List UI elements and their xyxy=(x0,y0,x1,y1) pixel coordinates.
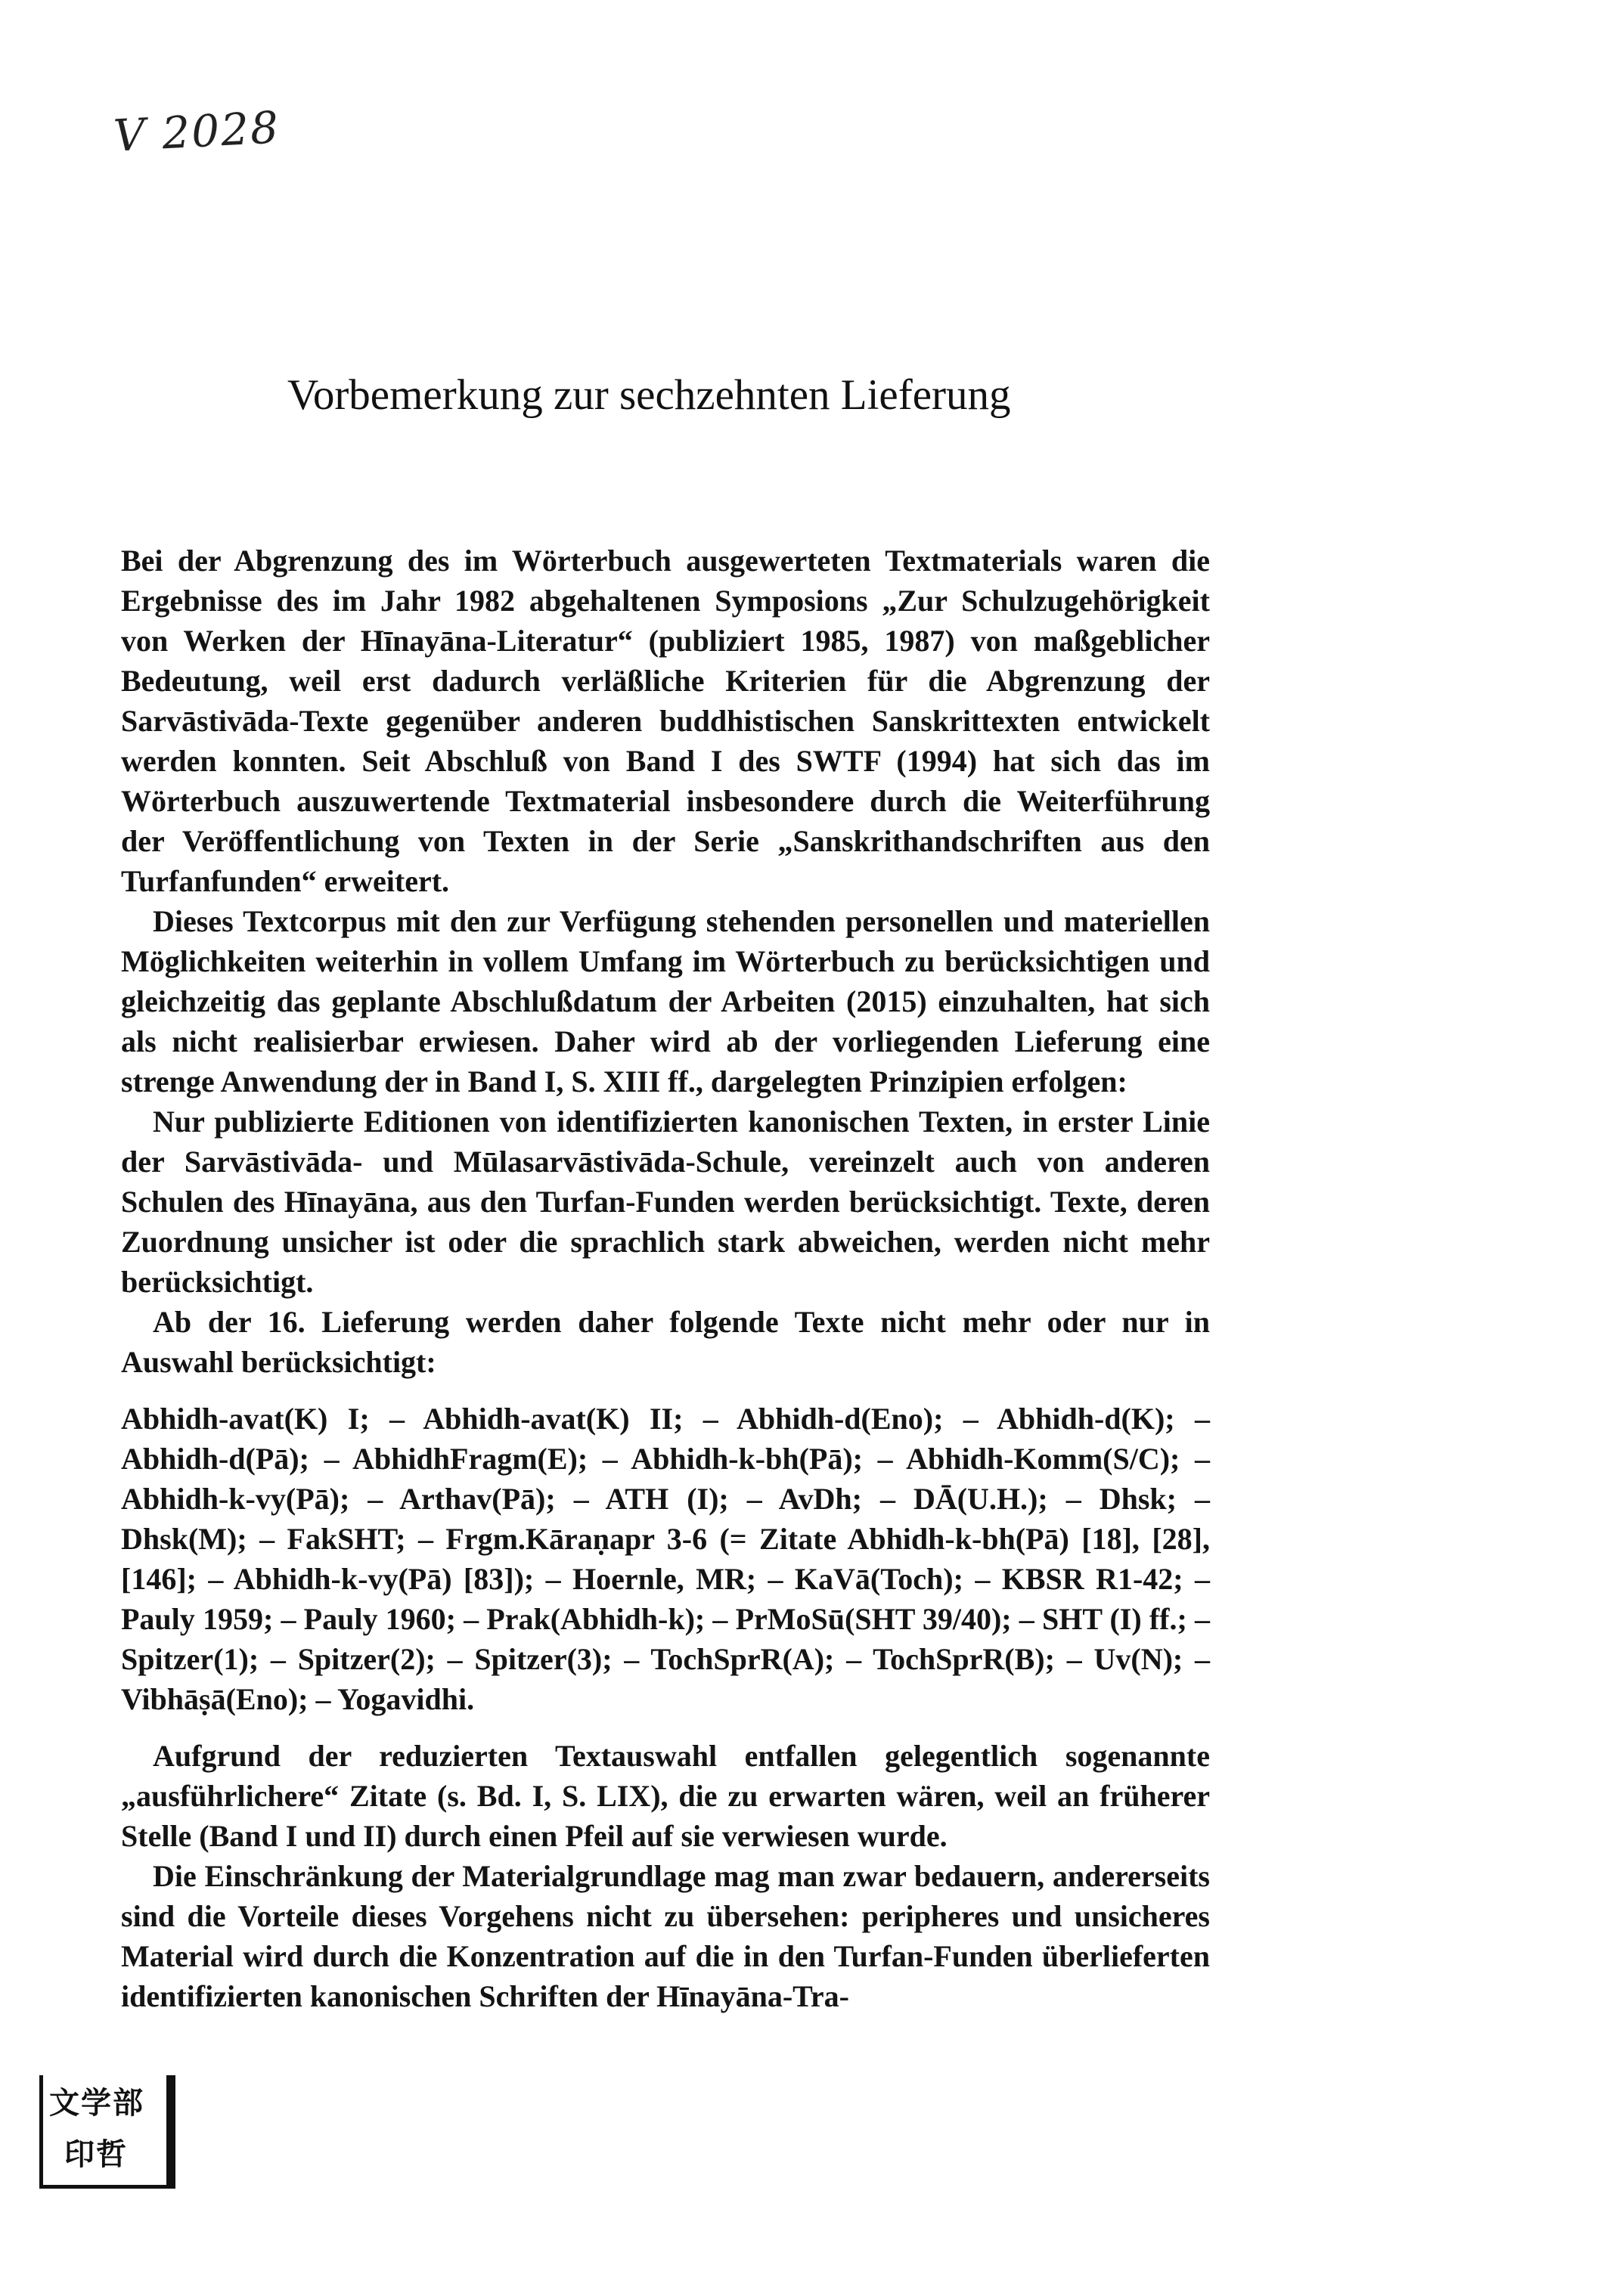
paragraph-principles: Nur publizierte Editionen von identifizierten kanonischen Texten, in erster Linie der Sarvāstivāda- und Mūlasarvāstivāda-Schule, vereinzelt auch von anderen Schulen des Hīnayāna, aus den Turfan-Funden werden berücksichtigt. Texte, deren Zuordnung unsicher ist oder die sprachlich stark abweichen, werden nicht mehr berücksichtigt. xyxy=(121,1105,1210,1299)
library-stamp xyxy=(39,2075,175,2189)
stamp-line-1: 文学部 xyxy=(49,2085,144,2121)
stamp-border-bar xyxy=(166,2075,175,2185)
paragraph-einschraenkung: Die Einschränkung der Materialgrundlage mag man zwar bedauern, andererseits sind die Vorteile dieses Vorgehens nicht zu übersehen: peripheres und unsicheres Material wird durch die Konzentration auf die in den Turfan-Funden überlieferten identifizierten kanonischen Schriften der Hīnayāna-Tra- xyxy=(121,1859,1210,2013)
paragraph-lieferung-16: Ab der 16. Lieferung werden daher folgende Texte nicht mehr oder nur in Auswahl berücksichtigt: xyxy=(121,1305,1210,1379)
page-title: Vorbemerkung zur sechzehnten Lieferung xyxy=(287,371,1011,419)
handwritten-shelf-mark: V 2028 xyxy=(112,101,281,162)
paragraph-intro: Bei der Abgrenzung des im Wörterbuch ausgewerteten Textmaterials waren die Ergebnisse des im Jahr 1982 abgehaltenen Symposions „Zur Schulzugehörigkeit von Werken der Hīnayāna-Literatur“ (publiziert 1985, 1987) von maßgeblicher Bedeutung, weil erst dadurch verläßliche Kriterien für die Abgrenzung der Sarvāstivāda-Texte gegenüber anderen buddhistischen Sanskrittexten entwickelt werden konnten. Seit Abschluß von Band I des SWTF (1994) hat sich das im Wörterbuch auszuwertende Textmaterial insbesondere durch die Weiterführung der Veröffentlichung von Texten in der Serie „Sanskrithandschriften aus den Turfanfunden“ erweitert. xyxy=(121,544,1210,898)
stamp-line-2: 印哲 xyxy=(64,2136,128,2172)
body-text xyxy=(121,541,1210,2016)
paragraph-zitate: Aufgrund der reduzierten Textauswahl entfallen gelegentlich sogenannte „ausführlichere“ Zitate (s. Bd. I, S. LIX), die zu erwarten wären, weil an früherer Stelle (Band I und II) durch einen Pfeil auf sie verwiesen wurde. xyxy=(121,1739,1210,1853)
paragraph-textcorpus: Dieses Textcorpus mit den zur Verfügung stehenden personellen und materiellen Möglichkeiten weiterhin in vollem Umfang im Wörterbuch zu berücksichtigen und gleichzeitig das geplante Abschlußdatum der Arbeiten (2015) einzuhalten, hat sich als nicht realisierbar erwiesen. Daher wird ab der vorliegenden Lieferung eine strenge Anwendung der in Band I, S. XIII ff., dargelegten Prinzipien erfolgen: xyxy=(121,904,1210,1098)
excluded-texts-list: Abhidh-avat(K) I; – Abhidh-avat(K) II; – Abhidh-d(Eno); – Abhidh-d(K); – Abhidh-d(Pā); – AbhidhFragm(E); – Abhidh-k-bh(Pā); – Abhidh-Komm(S/C); – Abhidh-k-vy(Pā); – Arthav(Pā); – ATH (I); – AvDh; – DĀ(U.H.); – Dhsk; – Dhsk(M); – FakSHT; – Frgm.Kāraṇapr 3-6 (= Zitate Abhidh-k-bh(Pā) [18], [28], [146]; – Abhidh-k-vy(Pā) [83]); – Hoernle, MR; – KaVā(Toch); – KBSR R1-42; – Pauly 1959; – Pauly 1960; – Prak(Abhidh-k); – PrMoSū(SHT 39/40); – SHT (I) ff.; – Spitzer(1); – Spitzer(2); – Spitzer(3); – TochSprR(A); – TochSprR(B); – Uv(N); – Vibhāṣā(Eno); – Yogavidhi. xyxy=(121,1402,1210,1716)
